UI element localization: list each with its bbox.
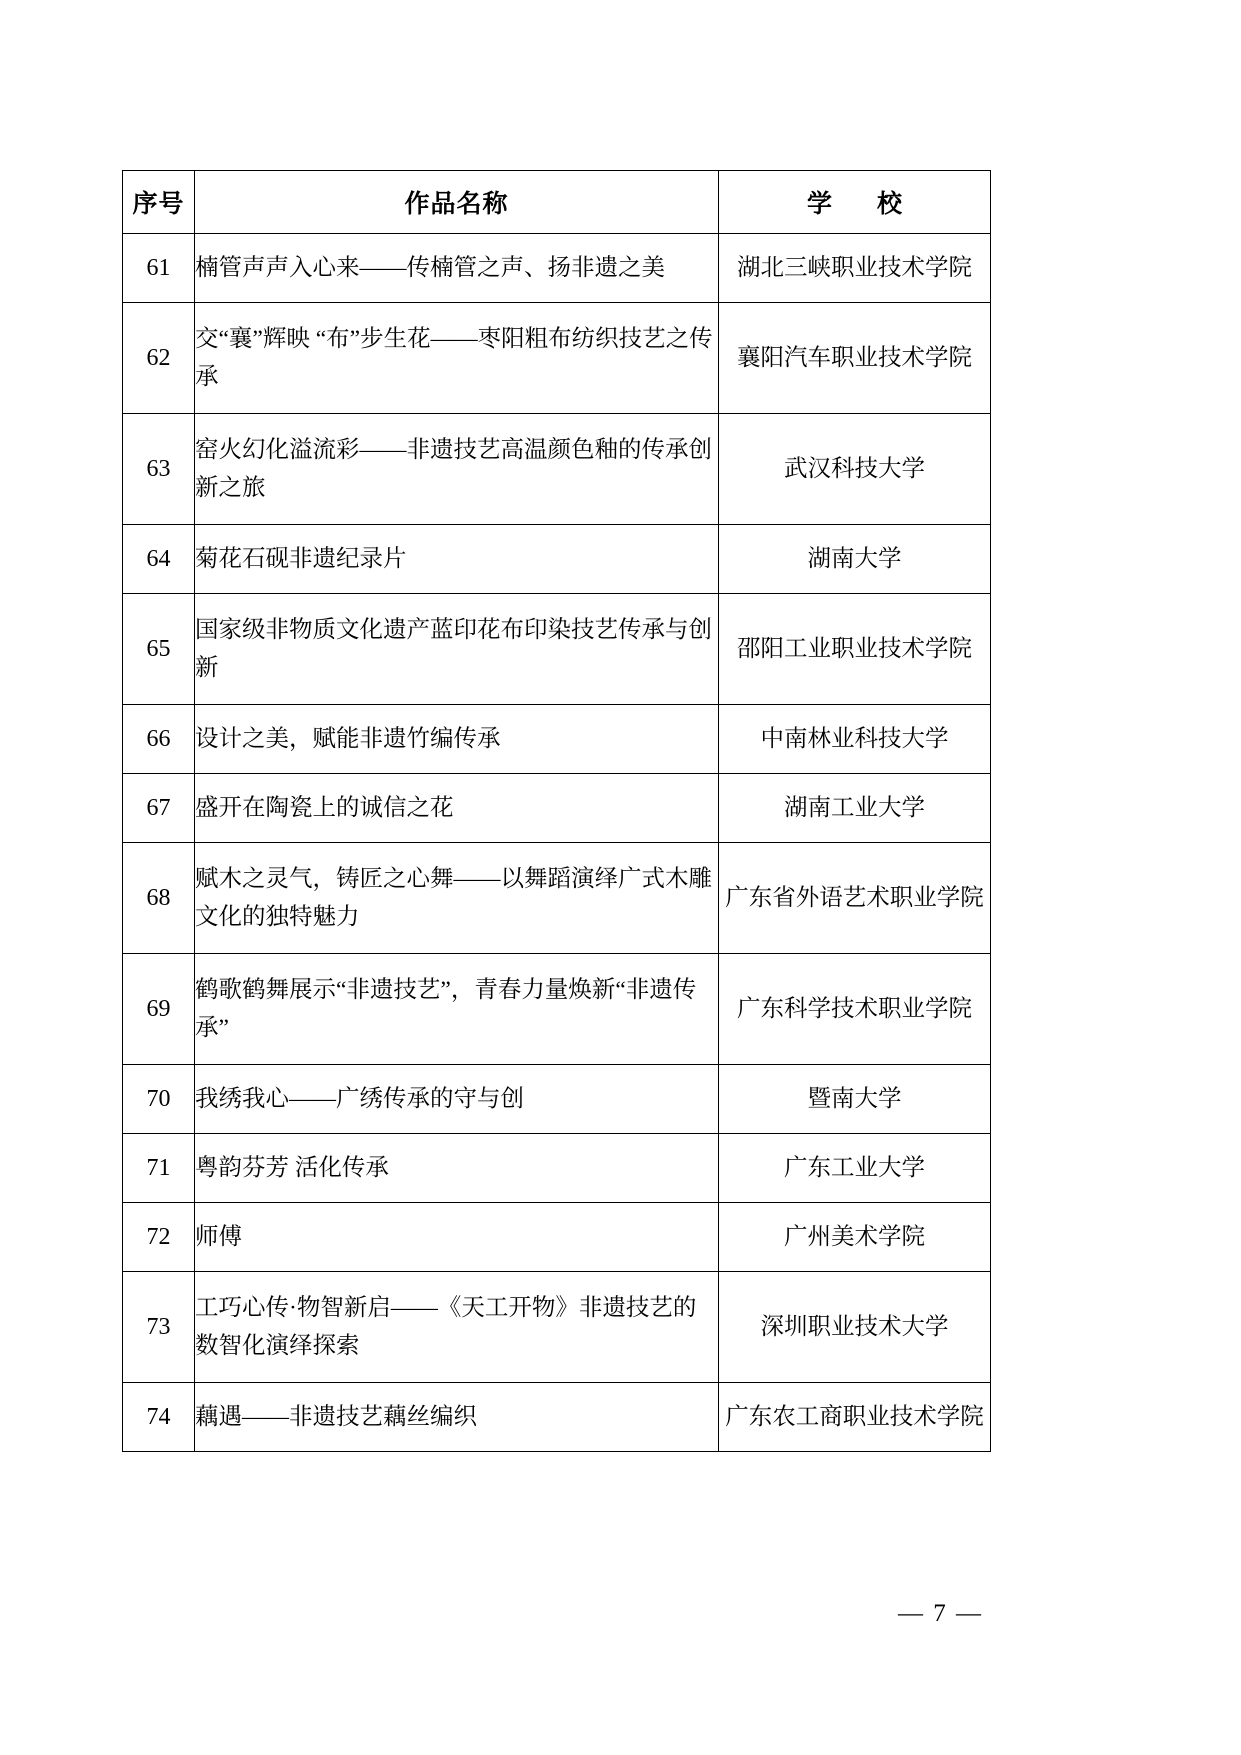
row-school: 襄阳汽车职业技术学院	[719, 303, 991, 414]
row-title: 藕遇——非遗技艺藕丝编织	[195, 1383, 719, 1452]
table-row	[123, 414, 991, 525]
table-body	[123, 234, 991, 1452]
page-number: — 7 —	[898, 1600, 983, 1627]
row-title: 师傅	[195, 1203, 719, 1272]
column-header-school: 学 校	[719, 171, 991, 234]
row-school: 广州美术学院	[719, 1203, 991, 1272]
row-number: 64	[123, 525, 195, 594]
row-number: 71	[123, 1134, 195, 1203]
row-school: 深圳职业技术大学	[719, 1272, 991, 1383]
row-number: 61	[123, 234, 195, 303]
row-title: 窑火幻化溢流彩——非遗技艺高温颜色釉的传承创新之旅	[195, 414, 719, 525]
awards-table	[122, 170, 991, 1452]
row-school: 广东科学技术职业学院	[719, 954, 991, 1065]
row-title: 菊花石砚非遗纪录片	[195, 525, 719, 594]
row-title: 粤韵芬芳 活化传承	[195, 1134, 719, 1203]
table-row	[123, 705, 991, 774]
row-title: 盛开在陶瓷上的诚信之花	[195, 774, 719, 843]
row-school: 暨南大学	[719, 1065, 991, 1134]
row-title: 楠管声声入心来——传楠管之声、扬非遗之美	[195, 234, 719, 303]
row-title: 国家级非物质文化遗产蓝印花布印染技艺传承与创新	[195, 594, 719, 705]
table-row	[123, 1383, 991, 1452]
row-number: 68	[123, 843, 195, 954]
table-row	[123, 234, 991, 303]
row-number: 65	[123, 594, 195, 705]
row-title: 交“襄”辉映 “布”步生花——枣阳粗布纺织技艺之传承	[195, 303, 719, 414]
row-title: 我绣我心——广绣传承的守与创	[195, 1065, 719, 1134]
row-number: 66	[123, 705, 195, 774]
table-row	[123, 1065, 991, 1134]
row-title: 鹤歌鹤舞展示“非遗技艺”，青春力量焕新“非遗传承”	[195, 954, 719, 1065]
row-number: 72	[123, 1203, 195, 1272]
row-school: 广东省外语艺术职业学院	[719, 843, 991, 954]
row-title: 工巧心传·物智新启——《天工开物》非遗技艺的数智化演绎探索	[195, 1272, 719, 1383]
column-header-no: 序号	[123, 171, 195, 234]
row-number: 73	[123, 1272, 195, 1383]
row-number: 74	[123, 1383, 195, 1452]
row-school: 湖北三峡职业技术学院	[719, 234, 991, 303]
row-title: 设计之美，赋能非遗竹编传承	[195, 705, 719, 774]
row-number: 62	[123, 303, 195, 414]
table-row	[123, 954, 991, 1065]
row-school: 广东工业大学	[719, 1134, 991, 1203]
row-school: 中南林业科技大学	[719, 705, 991, 774]
table-row	[123, 1203, 991, 1272]
table-row	[123, 1272, 991, 1383]
table-row	[123, 525, 991, 594]
row-number: 70	[123, 1065, 195, 1134]
row-number: 69	[123, 954, 195, 1065]
row-school: 武汉科技大学	[719, 414, 991, 525]
table-header-row	[123, 171, 991, 234]
table-row	[123, 774, 991, 843]
column-header-title: 作品名称	[195, 171, 719, 234]
table-row	[123, 303, 991, 414]
table-row	[123, 843, 991, 954]
row-school: 邵阳工业职业技术学院	[719, 594, 991, 705]
table-row	[123, 594, 991, 705]
row-title: 赋木之灵气，铸匠之心舞——以舞蹈演绎广式木雕文化的独特魅力	[195, 843, 719, 954]
table-row	[123, 1134, 991, 1203]
row-school: 湖南工业大学	[719, 774, 991, 843]
row-number: 63	[123, 414, 195, 525]
row-school: 广东农工商职业技术学院	[719, 1383, 991, 1452]
row-number: 67	[123, 774, 195, 843]
row-school: 湖南大学	[719, 525, 991, 594]
